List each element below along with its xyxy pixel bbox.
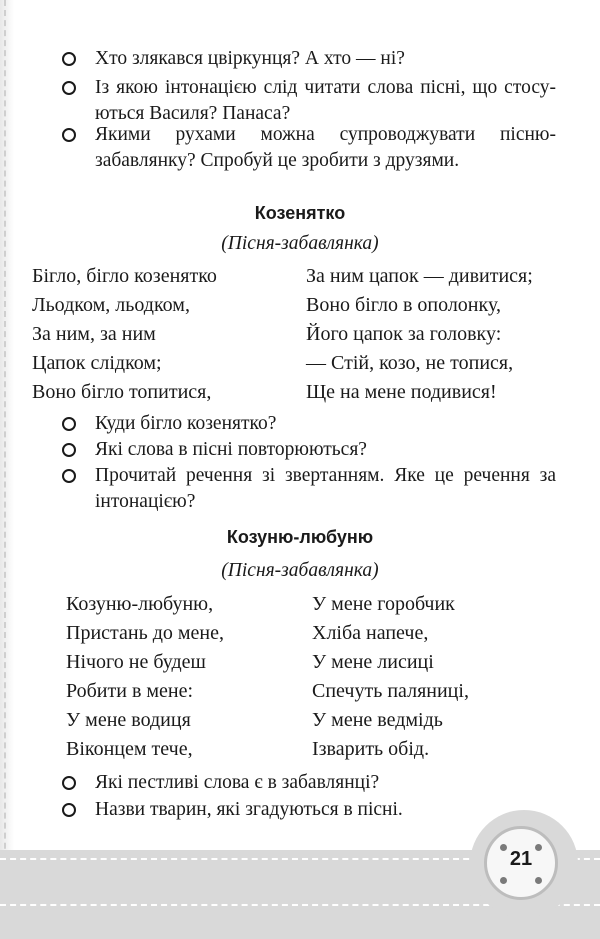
question-text: Якими рухами можна супроводжувати пісню-забавлянку? Спробуй це зробити з друзями. <box>95 124 556 171</box>
verse-line: За ним цапок — дивитися; <box>306 265 533 287</box>
song-title: Козуню-любуню <box>226 527 374 547</box>
button-hole-icon <box>500 877 507 884</box>
question-item <box>62 797 556 823</box>
verse-line: У мене горобчик <box>312 593 455 615</box>
question-text: Які слова в пісні повторюються? <box>95 439 367 460</box>
page-edge <box>0 0 14 939</box>
question-text: Куди бігло козенятко? <box>95 413 277 434</box>
verse-line: Воно бігло топитися, <box>32 381 212 403</box>
question-item <box>62 463 556 515</box>
verse-line: Козуню-любуню, <box>66 593 214 615</box>
verse-line: Його цапок за головку: <box>306 323 502 345</box>
circle-bullet-icon <box>62 52 76 66</box>
verse-left-column <box>66 590 224 764</box>
verse-line: Робити в мене: <box>66 680 194 702</box>
question-item <box>62 437 556 463</box>
verse-line: У мене лисиці <box>312 651 434 673</box>
question-item <box>62 75 556 127</box>
circle-bullet-icon <box>62 128 76 142</box>
verse-right-column <box>306 262 533 407</box>
verse-line: Цапок слідком; <box>32 352 162 374</box>
verse-line: Ізварить обід. <box>312 738 430 760</box>
circle-bullet-icon <box>62 803 76 817</box>
circle-bullet-icon <box>62 469 76 483</box>
page-number: 21 <box>509 848 533 870</box>
verse-line: Нічого не будеш <box>66 651 206 673</box>
question-item <box>62 770 556 796</box>
circle-bullet-icon <box>62 417 76 431</box>
question-item <box>62 411 556 437</box>
verse-line: Бігло, бігло козенятко <box>32 265 217 287</box>
verse-line: — Стій, козо, не топися, <box>306 352 514 374</box>
verse-line: У мене водиця <box>66 709 191 731</box>
verse-line: За ним, за ним <box>32 323 156 345</box>
circle-bullet-icon <box>62 776 76 790</box>
question-item <box>62 122 556 174</box>
verse-left-column <box>32 262 217 407</box>
circle-bullet-icon <box>62 443 76 457</box>
circle-bullet-icon <box>62 81 76 95</box>
question-text: Прочитай речення зі звертанням. Яке це речення за інтонацією? <box>95 465 556 512</box>
verse-line: Віконцем тече, <box>66 738 193 760</box>
verse-line: У мене ведмідь <box>312 709 443 731</box>
verse-line: Пристань до мене, <box>66 622 224 644</box>
verse-line: Воно бігло в ополонку, <box>306 294 501 316</box>
song-subtitle: (Пісня-забавлянка) <box>221 560 379 581</box>
verse-line: Ще на мене подивися! <box>306 381 497 403</box>
question-text: Хто злякався цвіркунця? А хто — ні? <box>95 48 405 69</box>
song-subtitle: (Пісня-забавлянка) <box>221 233 379 254</box>
question-item <box>62 46 556 72</box>
question-text: Із якою інтонацією слід читати слова пісні, що стосуються Василя? Панаса? <box>95 77 556 124</box>
question-text: Назви тварин, які згадуються в пісні. <box>95 799 403 820</box>
verse-right-column <box>312 590 469 764</box>
song-title: Козенятко <box>254 203 346 223</box>
question-text: Які пестливі слова є в забавлянці? <box>95 772 380 793</box>
verse-line: Льодком, льодком, <box>32 294 190 316</box>
button-hole-icon <box>535 877 542 884</box>
verse-line: Хліба напече, <box>312 622 429 644</box>
verse-line: Спечуть паляниці, <box>312 680 469 702</box>
